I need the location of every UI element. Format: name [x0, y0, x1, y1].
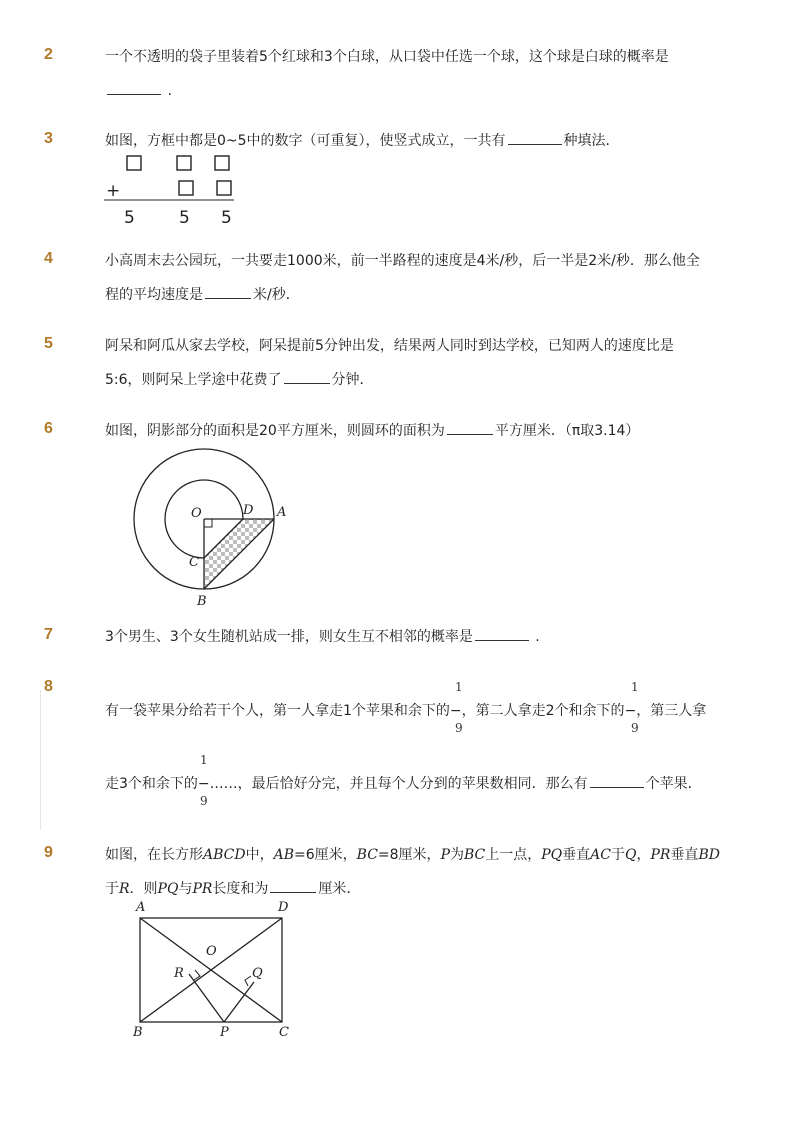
question-text: 如图，在长方形ABCD中，AB=6厘米，BC=8厘米，P为BC上一点，PQ垂直AC于Q，PR垂直BD 于R．则PQ与PR长度和为 厘米．: [105, 847, 720, 897]
label-A: A: [277, 505, 287, 520]
question-text: 如图，方框中都是0~5中的数字（可重复），使竖式成立，一共有 种填法．: [105, 124, 725, 158]
question-text: 走3个和余下的−……，最后恰好分完，并且每个人分到的苹果数相同．那么有 个苹果．: [105, 767, 725, 801]
margin-rule: [40, 690, 41, 830]
label-R: R: [174, 966, 184, 981]
label-D: D: [243, 503, 254, 518]
question-number: 9: [44, 844, 53, 861]
question-text: 3个男生、3个女生随机站成一排，则女生互不相邻的概率是 .: [105, 620, 725, 654]
result-digit: 5: [221, 208, 232, 228]
fraction-numerator: 1: [631, 680, 639, 694]
digit-box[interactable]: [177, 156, 191, 170]
question-number: 6: [44, 420, 53, 437]
question-text: 一个不透明的袋子里装着5个红球和3个白球，从口袋中任选一个球，这个球是白球的概率是 .: [105, 49, 669, 99]
question-number: 5: [44, 335, 53, 352]
digit-box[interactable]: [127, 156, 141, 170]
answer-blank[interactable]: [590, 773, 644, 788]
result-digit: 5: [179, 208, 190, 228]
label-P: P: [220, 1025, 229, 1038]
answer-blank[interactable]: [447, 420, 493, 435]
label-B: B: [133, 1025, 143, 1038]
fraction-numerator: 1: [455, 680, 463, 694]
right-angle-mark: [204, 519, 212, 527]
segment-PR: [189, 974, 224, 1022]
digit-box[interactable]: [217, 181, 231, 195]
label-O: O: [191, 506, 202, 521]
question-text: 小高周末去公园玩，一共要走1000米，前一半路程的速度是4米/秒，后一半是2米/秒．那么他全 程的平均速度是 米/秒．: [105, 253, 700, 303]
segment-PQ: [224, 982, 254, 1022]
question-number: 3: [44, 130, 53, 147]
question-text: 阿呆和阿瓜从家去学校，阿呆提前5分钟出发，结果两人同时到达学校，已知两人的速度比是 5:6，则阿呆上学途中花费了 分钟．: [105, 338, 674, 388]
question-number: 7: [44, 626, 53, 643]
label-Q: Q: [252, 966, 263, 981]
fraction-bar: −: [449, 703, 462, 719]
annulus-figure: [125, 448, 295, 608]
fraction-denominator: 9: [631, 721, 639, 735]
fraction-denominator: 9: [455, 721, 463, 735]
label-O: O: [206, 944, 217, 959]
answer-blank[interactable]: [475, 626, 529, 641]
label-D: D: [278, 900, 289, 915]
label-C: C: [189, 555, 199, 570]
fraction-bar: −: [197, 776, 210, 792]
question-text: 如图，阴影部分的面积是20平方厘米，则圆环的面积为 平方厘米．（π取3.14）: [105, 414, 725, 448]
result-digit: 5: [124, 208, 135, 228]
fraction-bar: −: [624, 703, 637, 719]
question-number: 2: [44, 46, 53, 63]
answer-blank[interactable]: [107, 80, 161, 95]
digit-box[interactable]: [179, 181, 193, 195]
answer-blank[interactable]: [284, 369, 330, 384]
right-angle-mark-Q: [245, 976, 251, 986]
rectangle-figure: [128, 898, 303, 1038]
question-text: 有一袋苹果分给若干个人，第一人拿走1个苹果和余下的−，第二人拿走2个和余下的−，第三人拿: [105, 703, 707, 719]
question-number: 8: [44, 678, 53, 695]
answer-blank[interactable]: [508, 130, 562, 145]
label-C: C: [279, 1025, 289, 1038]
label-B: B: [197, 594, 207, 608]
answer-blank[interactable]: [270, 878, 316, 893]
digit-box[interactable]: [215, 156, 229, 170]
vertical-addition-figure: [100, 152, 250, 232]
fraction-denominator: 9: [200, 794, 208, 808]
plus-sign: +: [106, 181, 121, 201]
answer-blank[interactable]: [205, 284, 251, 299]
question-number: 4: [44, 250, 53, 267]
label-A: A: [136, 900, 146, 915]
fraction-numerator: 1: [200, 753, 208, 767]
